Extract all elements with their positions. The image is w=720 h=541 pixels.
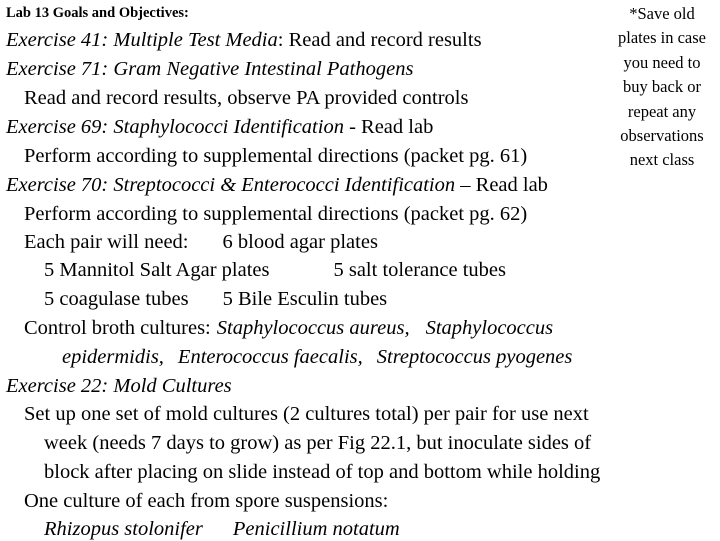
exercise-22-text: One culture of each from spore suspensions:	[24, 490, 389, 512]
exercise-22-text: Set up one set of mold cultures (2 cultures total) per pair for use next	[24, 403, 589, 425]
exercise-70-directions: Perform according to supplemental directions (packet pg. 62)	[24, 203, 528, 225]
exercise-71-title: Exercise 71: Gram Negative Intestinal Pathogens	[6, 58, 414, 80]
note-line: *Save old	[629, 4, 695, 23]
note-line: buy back or	[623, 77, 701, 97]
exercise-69-title: Exercise 69: Staphylococci Identification	[6, 116, 344, 138]
exercise-70-line	[6, 173, 548, 197]
exercise-41-title: Exercise 41: Multiple Test Media	[6, 29, 278, 51]
supply-item: 6 blood agar plates	[222, 231, 378, 253]
supplies-line-3	[44, 287, 387, 311]
exercise-69-line	[6, 115, 433, 139]
mold-species-line	[44, 517, 400, 541]
exercise-70-title: Exercise 70: Streptococci & Enterococci Identification	[6, 174, 456, 196]
organism-name: Enterococcus faecalis,	[177, 346, 363, 368]
mold-species: Rhizopus stolonifer	[44, 518, 203, 540]
exercise-41-line	[6, 28, 482, 52]
supply-item: 5 Bile Esculin tubes	[222, 288, 388, 310]
supply-item: 5 coagulase tubes	[44, 288, 189, 310]
supplies-label: Each pair will need:	[24, 231, 189, 253]
control-cultures-label: Control broth cultures:	[24, 317, 211, 339]
organism-name: Staphylococcus aureus,	[216, 317, 410, 339]
control-cultures-line	[24, 316, 553, 340]
save-plates-note	[604, 2, 720, 173]
exercise-22-text: week (needs 7 days to grow) as per Fig 22.1, but inoculate sides of	[44, 432, 592, 454]
supply-item: 5 Mannitol Salt Agar plates	[44, 259, 270, 281]
exercise-70-task: – Read lab	[455, 174, 548, 196]
organism-name: epidermidis,	[62, 346, 164, 368]
note-line: repeat any	[627, 101, 697, 121]
exercise-22-text: block after placing on slide instead of top and bottom while holding	[44, 461, 601, 483]
supplies-line-2	[44, 258, 506, 282]
note-line: plates in case	[618, 28, 706, 48]
organism-name: Streptococcus pyogenes	[376, 346, 573, 368]
note-line: observations	[620, 126, 704, 146]
exercise-41-task: : Read and record results	[277, 29, 482, 51]
exercise-69-task: - Read lab	[343, 116, 434, 138]
note-line: you need to	[623, 52, 701, 72]
exercise-22-title: Exercise 22: Mold Cultures	[6, 375, 232, 397]
supplies-needed-line	[24, 230, 378, 254]
exercise-69-directions: Perform according to supplemental directions (packet pg. 61)	[24, 145, 528, 167]
note-line: next class	[629, 150, 695, 170]
mold-species: Penicillium notatum	[232, 518, 400, 540]
slide-heading: Lab 13 Goals and Objectives:	[6, 5, 189, 21]
supply-item: 5 salt tolerance tubes	[333, 259, 506, 281]
organism-name: Staphylococcus	[425, 317, 554, 339]
control-cultures-line-2	[62, 345, 572, 369]
exercise-71-task: Read and record results, observe PA provided controls	[24, 87, 469, 109]
